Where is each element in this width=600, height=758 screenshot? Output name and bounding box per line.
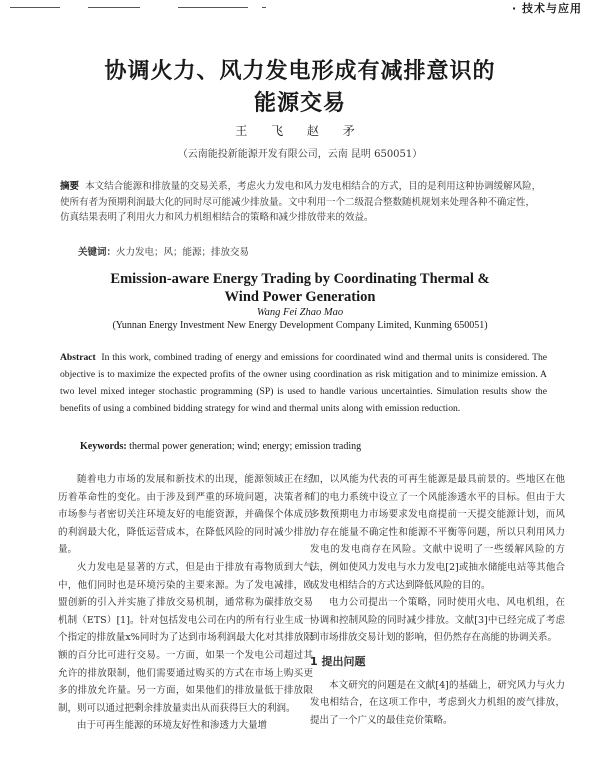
keywords-en [80,441,550,452]
body-left-p2: 火力发电是显著的方式，但是由于排放有毒物质到大气中，他们同时也是环境污染的主要来源。为了发电减排，欧盟创新的引入并实施了排放交易机制，通常称为碳排放交易机制（ETS）[1]。针对包括发电公司在内的所有行业生成一个指定的排放量x%同时为了达到市场利润最大化对其排放限额的百分比可进行交易。一方面，如果一个发电公司超过其允许的排放限制，他们需要通过购买的方式在市场上购买更多的排放允许量。另一方面，如果他们的排放量低于排放限制，则可以通过把剩余排放量卖出从而获得巨大的利润。 [58,561,313,714]
body-left-column [58,471,313,735]
body-left-p1: 随着电力市场的发展和新技术的出现，能源领域正在经历着革命性的变化。由于涉及到严重的环境问题，决策者和市场参与者密切关注环境友好的电能资源，并确保个体成员的利润最大化，降低运营成本，在降低风险的同时减少排放量。 [58,474,313,556]
header-rule-3 [178,7,248,8]
abstract-en-label: Abstract [60,352,96,363]
section-tag: · 技术与应用 [511,2,582,15]
abstract-cn [60,179,542,226]
header-rule-2 [88,7,140,8]
keywords-cn [78,244,548,258]
body-right-p1: 加，以风能为代表的可再生能源是最具前景的。些地区在他们的电力系统中设立了一个风能渗透水平的目标。但由于大多数预期电力市场要求发电商提前一天提交能源计划，而风力存在能量不确定性和能源不平衡等问题，所以只利用风力发电的发电商存在风险。文献中说明了一些缓解风险的方法，例如使风力发电与水力发电[2]或抽水储能电站等其他合成发电相结合的方式达到降低风险的目的。 [310,474,565,591]
keywords-cn-label: 关键词： [78,247,117,258]
title-en-line1: Emission-aware Energy Trading by Coordinating Thermal & [110,271,490,287]
abstract-en [60,349,547,417]
body-right-p3: 本文研究的问题是在文献[4]的基础上，研究风力与火力发电相结合，在这项工作中，考虑到火力机组的废气排放，提出了一个广义的最佳竞价策略。 [310,679,565,726]
authors-en: Wang Fei Zhao Mao [256,307,344,318]
body-right-column [310,471,565,729]
title-en-line2: Wind Power Generation [224,289,376,305]
abstract-en-text: In this work, combined trading of energy and emissions for coordinated wind and thermal units is considered. The objective is to maximize the expected profits of the owner using coordination as risk mitigation and to minimize emission. A two level mixed integer stochastic programming (SP) is used to handle various uncertainties. Simulation results show the benefits of using a combined bidding strategy for wind and thermal units along with emission reduction. [60,352,547,414]
title-cn-line2: 能源交易 [253,91,346,116]
header-rule-1 [10,7,60,8]
keywords-en-text: thermal power generation; wind; energy; emission trading [129,441,362,452]
body-right-p2: 电力公司提出一个策略，同时使用火电、风电机组，在协调和控制风险的同时减少排放。文献[3]中已经完成了考虑到市场排放交易计划的影响，但仍然存在高能的协调关系。 [310,597,565,644]
abstract-cn-text: 本文结合能源和排放量的交易关系，考虑火力发电和风力发电相结合的方式，目的是利用这种协调缓解风险，使所有者为预期利润最大化的同时尽可能减少排放量。文中利用一个二级混合整数随机规划来处理各种不确定性，仿真结果表明了利用火力和风力机组相结合的策略和减少排放带来的效益。 [60,181,542,223]
body-left-p3: 由于可再生能源的环境友好性和渗透力大量增 [77,720,268,732]
title-cn-line1: 协调火力、风力发电形成有减排意识的 [104,59,496,84]
header-rule-4 [262,7,266,8]
authors-cn: 王 飞 赵 矛 [235,124,365,138]
affiliation-cn: （云南能投新能源开发有限公司，云南 昆明 650051） [177,149,423,160]
abstract-cn-label: 摘要 [60,181,80,192]
section-heading-1: 1 提出问题 [310,654,366,668]
affiliation-en: (Yunnan Energy Investment New Energy Development Company Limited, Kunming 650051) [112,320,488,331]
keywords-en-label: Keywords: [80,441,127,452]
keywords-cn-text: 火力发电；风；能源；排放交易 [116,247,250,258]
